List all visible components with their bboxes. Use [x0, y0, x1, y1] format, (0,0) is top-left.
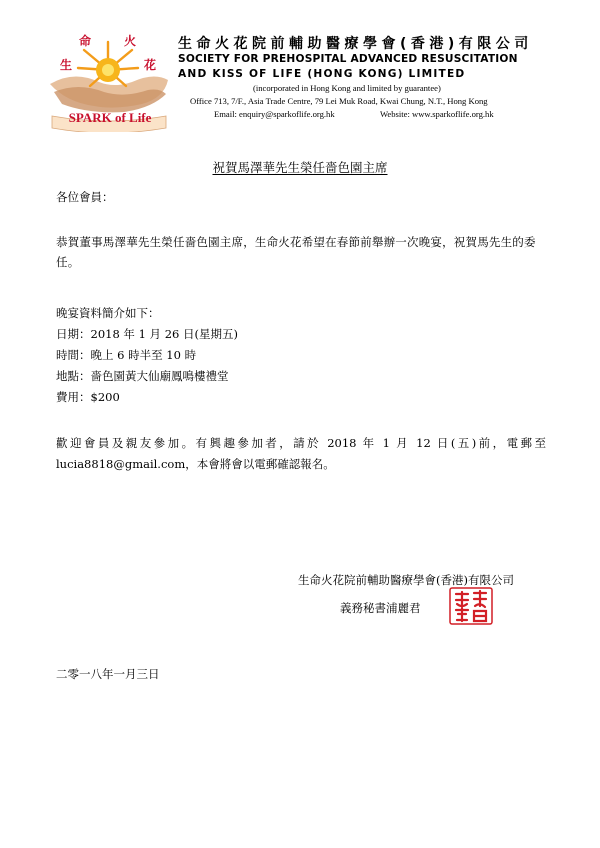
- red-seal-stamp: [448, 586, 494, 626]
- office-address: Office 713, 7/F., Asia Trade Centre, 79 Lei Muk Road, Kwai Chung, N.T., Hong Kong: [190, 96, 488, 106]
- detail-venue: 地點：嗇色園黃大仙廟鳳鳴樓禮堂: [56, 369, 229, 383]
- announcement-paragraph: 恭賀董事馬澤華先生榮任嗇色園主席，生命火花希望在春節前舉辦一次晚宴，祝賀馬先生的委任。: [56, 235, 536, 269]
- incorporation-note: (incorporated in Hong Kong and limited by guarantee): [253, 83, 441, 93]
- detail-fee: 費用：$200: [56, 390, 120, 404]
- salutation: 各位會員：: [56, 190, 114, 204]
- letter-title: 祝賀馬澤華先生榮任嗇色園主席: [212, 160, 388, 175]
- signature-organization: 生命火花院前輔助醫療學會(香港)有限公司: [298, 573, 514, 587]
- signature-secretary: 義務秘書浦麗君: [340, 601, 421, 615]
- detail-time: 時間：晚上 6 時半至 10 時: [56, 348, 197, 362]
- org-name-english-line1: SOCIETY FOR PREHOSPITAL ADVANCED RESUSCITATION: [178, 53, 518, 65]
- registration-paragraph-line2: lucia8818@gmail.com，本會將會以電郵確認報名。: [56, 457, 335, 471]
- header-website: Website: www.sparkoflife.org.hk: [380, 109, 494, 119]
- header-email: Email: enquiry@sparkoflife.org.hk: [214, 109, 335, 119]
- org-name-chinese: 生命火花院前輔助醫療學會(香港)有限公司: [178, 36, 533, 52]
- dinner-details-intro: 晚宴資料簡介如下：: [56, 306, 160, 320]
- organization-logo: [44, 22, 174, 132]
- logo-char-4: 花: [144, 58, 157, 72]
- seal-stamp-image: [448, 586, 494, 626]
- logo-char-3: 火: [124, 34, 137, 48]
- registration-paragraph-line1: 歡迎會員及親友參加。有興趣參加者，請於 2018 年 1 月 12 日(五)前，電郵至: [56, 436, 546, 450]
- logo-char-1: 生: [60, 58, 73, 72]
- logo-char-2: 命: [79, 34, 92, 48]
- detail-date: 日期：2018 年 1 月 26 日(星期五): [56, 327, 238, 341]
- letter-date: 二零一八年一月三日: [56, 667, 160, 681]
- logo-text: SPARK of Life: [68, 110, 152, 125]
- org-name-english-line2: AND KISS OF LIFE (HONG KONG) LIMITED: [178, 68, 466, 80]
